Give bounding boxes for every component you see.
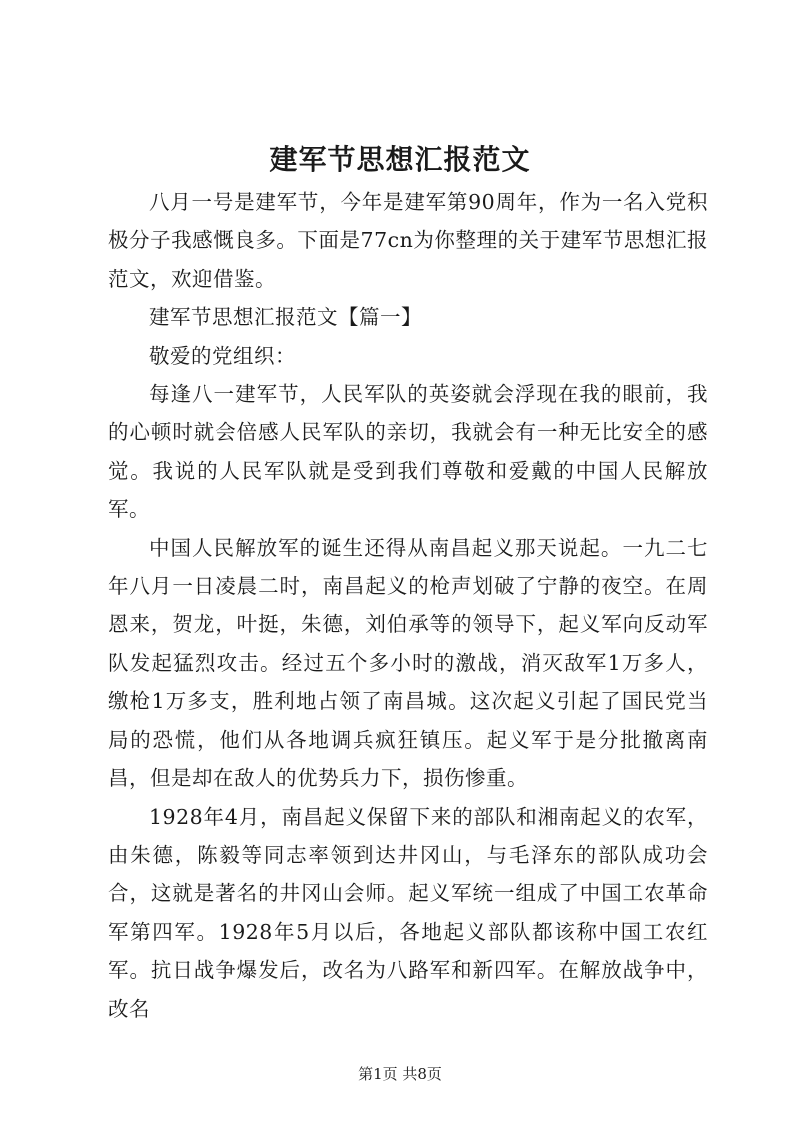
paragraph-intro: 八月一号是建军节，今年是建军第90周年，作为一名入党积极分子我感慨良多。下面是77cn为你整理的关于建军节思想汇报范文，欢迎借鉴。 — [108, 190, 708, 291]
document-title: 建军节思想汇报范文 — [269, 143, 531, 176]
section-heading: 建军节思想汇报范文【篇一】 — [149, 305, 422, 330]
paragraph: 中国人民解放军的诞生还得从南昌起义那天说起。一九二七年八月一日凌晨二时，南昌起义的枪声划破了宁静的夜空。在周恩来，贺龙，叶挺，朱德，刘伯承等的领导下，起义军向反动军队发起猛烈攻击。经过五个多小时的激战，消灭敌军1万多人，缴枪1万多支，胜利地占领了南昌城。这次起义引起了国民党当局的恐慌，他们从各地调兵疯狂镇压。起义军于是分批撤离南昌，但是却在敌人的优势兵力下，损伤惨重。 — [108, 535, 708, 791]
salutation: 敬爱的党组织： — [149, 343, 296, 368]
document-body — [108, 183, 708, 1028]
paragraph: 1928年4月，南昌起义保留下来的部队和湘南起义的农军，由朱德，陈毅等同志率领到达井冈山，与毛泽东的部队成功会合，这就是著名的井冈山会师。起义军统一组成了中国工农革命军第四军。1928年5月以后，各地起义部队都该称中国工农红军。抗日战争爆发后，改名为八路军和新四军。在解放战争中，改名 — [108, 804, 708, 1021]
paragraph: 每逢八一建军节，人民军队的英姿就会浮现在我的眼前，我的心顿时就会倍感人民军队的亲切，我就会有一种无比安全的感觉。我说的人民军队就是受到我们尊敬和爱戴的中国人民解放军。 — [108, 382, 708, 522]
page-footer: 第1页 共8页 — [358, 1065, 442, 1083]
